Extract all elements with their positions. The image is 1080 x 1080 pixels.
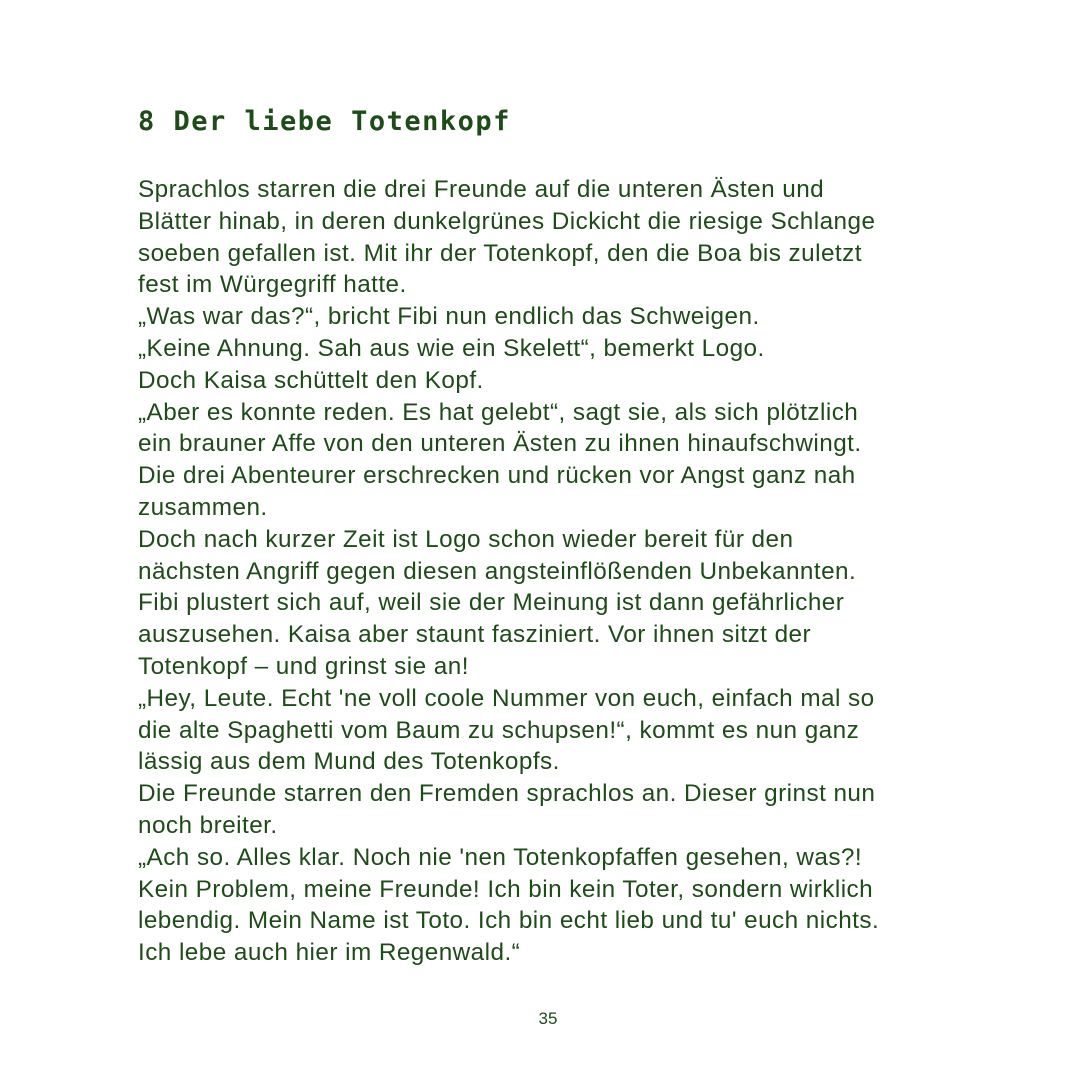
text-line: Die drei Abenteurer erschrecken und rücken vor Angst ganz nah: [138, 462, 856, 490]
text-line: „Hey, Leute. Echt 'ne voll coole Nummer von euch, einfach mal so: [138, 684, 875, 712]
text-line: Doch nach kurzer Zeit ist Logo schon wieder bereit für den: [138, 525, 794, 553]
text-line: Doch Kaisa schüttelt den Kopf.: [138, 366, 484, 394]
text-line: fest im Würgegriff hatte.: [138, 271, 407, 299]
chapter-title: 8 Der liebe Totenkopf: [138, 106, 511, 137]
text-line: ein brauner Affe von den unteren Ästen zu ihnen hinaufschwingt.: [138, 430, 862, 458]
text-line: nächsten Angriff gegen diesen angsteinflößenden Unbekannten.: [138, 557, 857, 585]
text-line: die alte Spaghetti vom Baum zu schupsen!“, kommt es nun ganz: [138, 716, 860, 744]
text-line: lässig aus dem Mund des Totenkopfs.: [138, 748, 560, 776]
chapter-body-text: [138, 174, 968, 969]
text-line: lebendig. Mein Name ist Toto. Ich bin echt lieb und tu' euch nichts.: [138, 907, 880, 935]
text-line: auszusehen. Kaisa aber staunt fasziniert. Vor ihnen sitzt der: [138, 621, 812, 649]
page-number: 35: [538, 1009, 558, 1028]
text-line: „Ach so. Alles klar. Noch nie 'nen Totenkopfaffen gesehen, was?!: [138, 843, 863, 871]
text-line: Sprachlos starren die drei Freunde auf die unteren Ästen und: [138, 176, 825, 203]
text-line: Die Freunde starren den Fremden sprachlos an. Dieser grinst nun: [138, 780, 876, 808]
text-line: „Aber es konnte reden. Es hat gelebt“, sagt sie, als sich plötzlich: [138, 398, 859, 426]
text-line: „Was war das?“, bricht Fibi nun endlich das Schweigen.: [138, 303, 760, 331]
text-line: soeben gefallen ist. Mit ihr der Totenkopf, den die Boa bis zuletzt: [138, 239, 862, 267]
text-line: zusammen.: [138, 493, 268, 521]
text-line: Blätter hinab, in deren dunkelgrünes Dickicht die riesige Schlange: [138, 207, 876, 235]
text-line: Fibi plustert sich auf, weil sie der Meinung ist dann gefährlicher: [138, 589, 845, 617]
text-line: Totenkopf – und grinst sie an!: [138, 652, 469, 680]
text-line: noch breiter.: [138, 811, 278, 839]
text-line: Ich lebe auch hier im Regenwald.“: [138, 939, 521, 967]
text-line: „Keine Ahnung. Sah aus wie ein Skelett“, bemerkt Logo.: [138, 334, 765, 362]
text-line: Kein Problem, meine Freunde! Ich bin kein Toter, sondern wirklich: [138, 875, 874, 903]
